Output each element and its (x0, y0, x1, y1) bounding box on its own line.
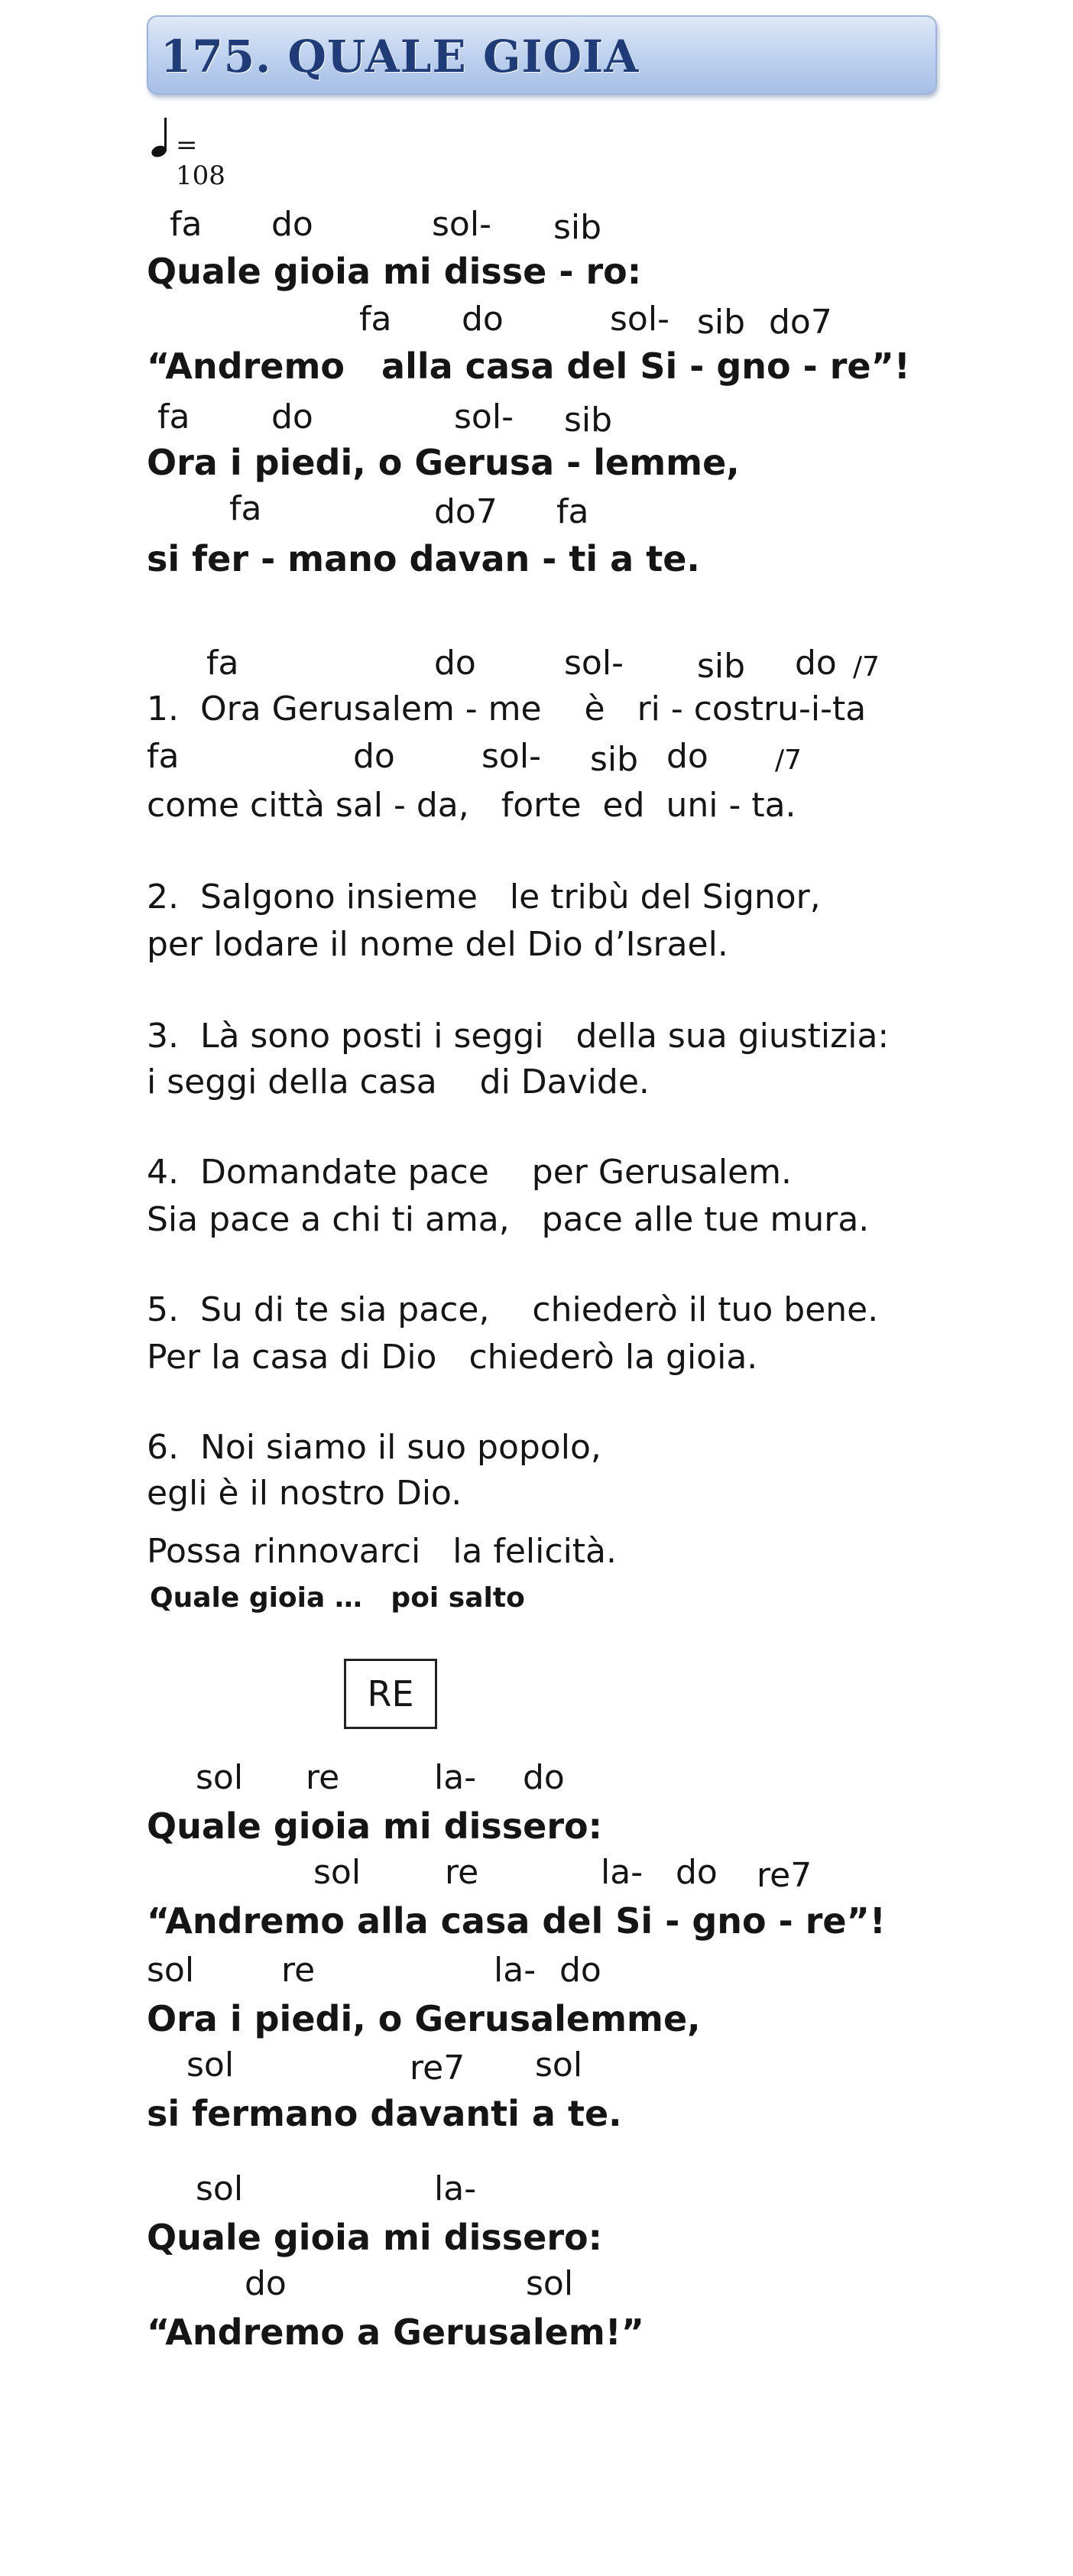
refrain-line-4: si fer - mano davan - ti a te. (147, 538, 700, 579)
refrain-re-line-3: Ora i piedi, o Gerusalemme, (147, 1998, 701, 2039)
chord: do (666, 737, 708, 776)
chord: re (445, 1853, 479, 1892)
chord: fa (556, 492, 589, 531)
chord: do (245, 2264, 287, 2303)
chord: do (795, 644, 837, 683)
chord: sib (697, 303, 746, 342)
chord: sol (526, 2264, 574, 2303)
chord: la- (494, 1951, 536, 1990)
chord: re (281, 1951, 316, 1990)
refrain-re-line-4: si fermano davanti a te. (147, 2093, 622, 2134)
chord: re7 (410, 2049, 465, 2088)
chord: fa (229, 489, 262, 528)
chord: do7 (434, 492, 498, 531)
chord: fa (147, 737, 180, 776)
verse-4-line-1: 4. Domandate pace per Gerusalem. (147, 1153, 793, 1192)
verse-2-line-1: 2. Salgono insieme le tribù del Signor, (147, 878, 821, 917)
refrain-line-2: “Andremo alla casa del Si - gno - re”! (147, 346, 910, 387)
chord: do (271, 397, 313, 436)
key-change-label: RE (367, 1673, 414, 1715)
chord: sol- (481, 737, 541, 776)
chord: do (353, 737, 395, 776)
chord: sol (186, 2046, 235, 2084)
verse-1-line-2: come città sal - da, forte ed uni - ta. (147, 786, 796, 825)
chord: /7 (853, 651, 880, 683)
chord: sol (147, 1951, 195, 1990)
finale-line-1: Quale gioia mi dissero: (147, 2217, 603, 2258)
chord: sib (697, 647, 746, 686)
chord: fa (359, 300, 392, 339)
tempo-value: = 108 (176, 130, 225, 191)
chord: sib (590, 740, 639, 779)
refrain-re-line-2: “Andremo alla casa del Si - gno - re”! (147, 1900, 886, 1942)
verse-5-line-1: 5. Su di te sia pace, chiederò il tuo bene. (147, 1290, 879, 1329)
chord: sol- (432, 205, 491, 244)
verse-4-line-2: Sia pace a chi ti ama, pace alle tue mura. (147, 1200, 870, 1239)
verse-5-line-2: Per la casa di Dio chiederò la gioia. (147, 1338, 758, 1377)
verse-6-line-3: Possa rinnovarci la felicità. (147, 1532, 617, 1571)
chord: sol- (454, 397, 514, 436)
chord: fa (206, 644, 239, 683)
chord: sol (313, 1853, 361, 1892)
verse-3-line-1: 3. Là sono posti i seggi della sua giustizia: (147, 1017, 890, 1056)
chord: sib (553, 208, 602, 247)
chord: do (676, 1853, 718, 1892)
verse-2-line-2: per lodare il nome del Dio d’Israel. (147, 925, 728, 964)
chord: re7 (757, 1856, 812, 1895)
chord: sol- (564, 644, 624, 683)
verse-1-line-1: 1. Ora Gerusalem - me è ri - costru-i-ta (147, 689, 867, 728)
chord: fa (170, 205, 203, 244)
chord: do (559, 1951, 601, 1990)
chord: /7 (775, 745, 802, 776)
key-change-box (344, 1659, 437, 1729)
quarter-note-icon (150, 115, 176, 162)
chord: sib (564, 401, 613, 440)
chord: la- (601, 1853, 643, 1892)
verse-6-line-2: egli è il nostro Dio. (147, 1474, 462, 1513)
song-title: 175. QUALE GIOIA (160, 31, 640, 83)
refrain-re-line-1: Quale gioia mi dissero: (147, 1805, 603, 1847)
chord: sol- (610, 300, 669, 339)
chord: sol (196, 2169, 244, 2208)
verse-3-line-2: i seggi della casa di Davide. (147, 1063, 650, 1101)
repeat-instruction: Quale gioia … poi salto (150, 1582, 525, 1614)
finale-line-2: “Andremo a Gerusalem!” (147, 2312, 644, 2353)
verse-6-line-1: 6. Noi siamo il suo popolo, (147, 1428, 601, 1467)
refrain-line-1: Quale gioia mi disse - ro: (147, 251, 642, 292)
chord: do (271, 205, 313, 244)
chord: re (306, 1758, 340, 1797)
chord: fa (157, 397, 190, 436)
chord: la- (434, 1758, 477, 1797)
chord: do (523, 1758, 565, 1797)
title-banner (147, 15, 937, 95)
chord: sol (535, 2046, 583, 2084)
chord: do (434, 644, 476, 683)
refrain-line-3: Ora i piedi, o Gerusa - lemme, (147, 442, 740, 483)
chord: sol (196, 1758, 244, 1797)
chord: do (462, 300, 504, 339)
chord: do7 (769, 303, 832, 342)
chord: la- (434, 2169, 477, 2208)
